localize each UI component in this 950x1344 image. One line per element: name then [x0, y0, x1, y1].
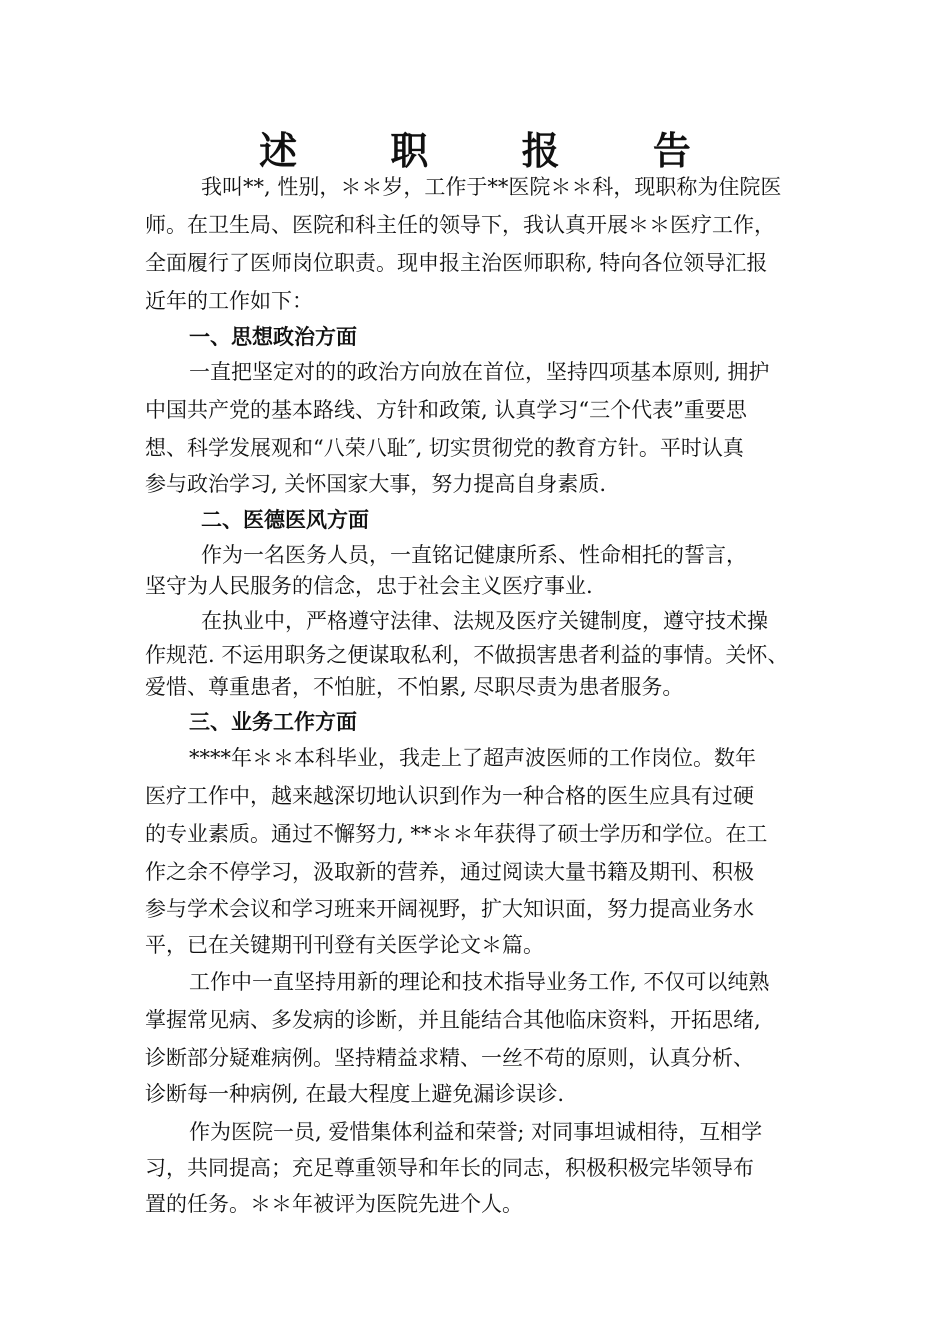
paragraph-line: 作为医院一员, 爱惜集体利益和荣誉; 对同事坦诚相待，互相学 — [189, 1120, 763, 1144]
paragraph-line: 作之余不停学习，汲取新的营养，通过阅读大量书籍及期刊、积极 — [145, 860, 754, 884]
paragraph-line: 习，共同提高；充足尊重领导和年长的同志，积极积极完毕领导布 — [145, 1156, 754, 1180]
paragraph-line: 在执业中，严格遵守法律、法规及医疗关键制度，遵守技术操 — [201, 609, 768, 633]
paragraph-line: 我叫**, 性别，＊＊岁，工作于**医院＊＊科，现职称为住院医 — [201, 175, 782, 199]
paragraph-line: 一直把坚定对的的政治方向放在首位，坚持四项基本原则, 拥护 — [189, 360, 770, 384]
paragraph-line: 医疗工作中，越来越深切地认识到作为一种合格的医生应具有过硬 — [145, 784, 754, 808]
paragraph-line: 作规范. 不运用职务之便谋取私利，不做损害患者利益的事情。关怀、 — [145, 643, 789, 667]
paragraph-line: 中国共产党的基本路线、方针和政策, 认真学习“三个代表”重要思 — [145, 398, 747, 422]
section-heading-ethics: 二、医德医风方面 — [201, 507, 369, 532]
paragraph-line: 爱惜、尊重患者，不怕脏，不怕累, 尽职尽责为患者服务。 — [145, 675, 684, 699]
paragraph-line: 平，已在关键期刊刊登有关医学论文＊篇。 — [145, 933, 544, 957]
section-heading-politics: 一、思想政治方面 — [189, 324, 357, 349]
paragraph-line: 近年的工作如下： — [145, 289, 313, 313]
paragraph-line: 全面履行了医师岗位职责。现申报主治医师职称, 特向各位领导汇报 — [145, 251, 768, 275]
paragraph-line: 诊断部分疑难病例。坚持精益求精、一丝不苟的原则，认真分析、 — [145, 1046, 754, 1070]
paragraph-line: 工作中一直坚持用新的理论和技术指导业务工作, 不仅可以纯熟 — [189, 970, 770, 994]
paragraph-line: 掌握常见病、多发病的诊断，并且能结合其他临床资料，开拓思绪, — [145, 1008, 761, 1032]
paragraph-line: 参与政治学习, 关怀国家大事，努力提高自身素质. — [145, 472, 607, 496]
section-heading-work: 三、业务工作方面 — [189, 709, 357, 734]
paragraph-line: 置的任务。＊＊年被评为医院先进个人。 — [145, 1192, 523, 1216]
paragraph-line: 想、科学发展观和“八荣八耻″, 切实贯彻党的教育方针。平时认真 — [145, 436, 744, 460]
paragraph-line: 坚守为人民服务的信念，忠于社会主义医疗事业. — [145, 574, 593, 598]
paragraph-line: ****年＊＊本科毕业，我走上了超声波医师的工作岗位。数年 — [189, 746, 756, 770]
paragraph-line: 参与学术会议和学习班来开阔视野，扩大知识面，努力提高业务水 — [145, 897, 754, 921]
paragraph-line: 师。在卫生局、医院和科主任的领导下，我认真开展＊＊医疗工作， — [145, 213, 775, 237]
paragraph-line: 的专业素质。通过不懈努力, **＊＊年获得了硕士学历和学位。在工 — [145, 822, 768, 846]
paragraph-line: 作为一名医务人员，一直铭记健康所系、性命相托的誓言， — [201, 543, 747, 567]
document-title: 述 职 报 告 — [259, 128, 731, 173]
paragraph-line: 诊断每一种病例, 在最大程度上避免漏诊误诊. — [145, 1082, 565, 1106]
